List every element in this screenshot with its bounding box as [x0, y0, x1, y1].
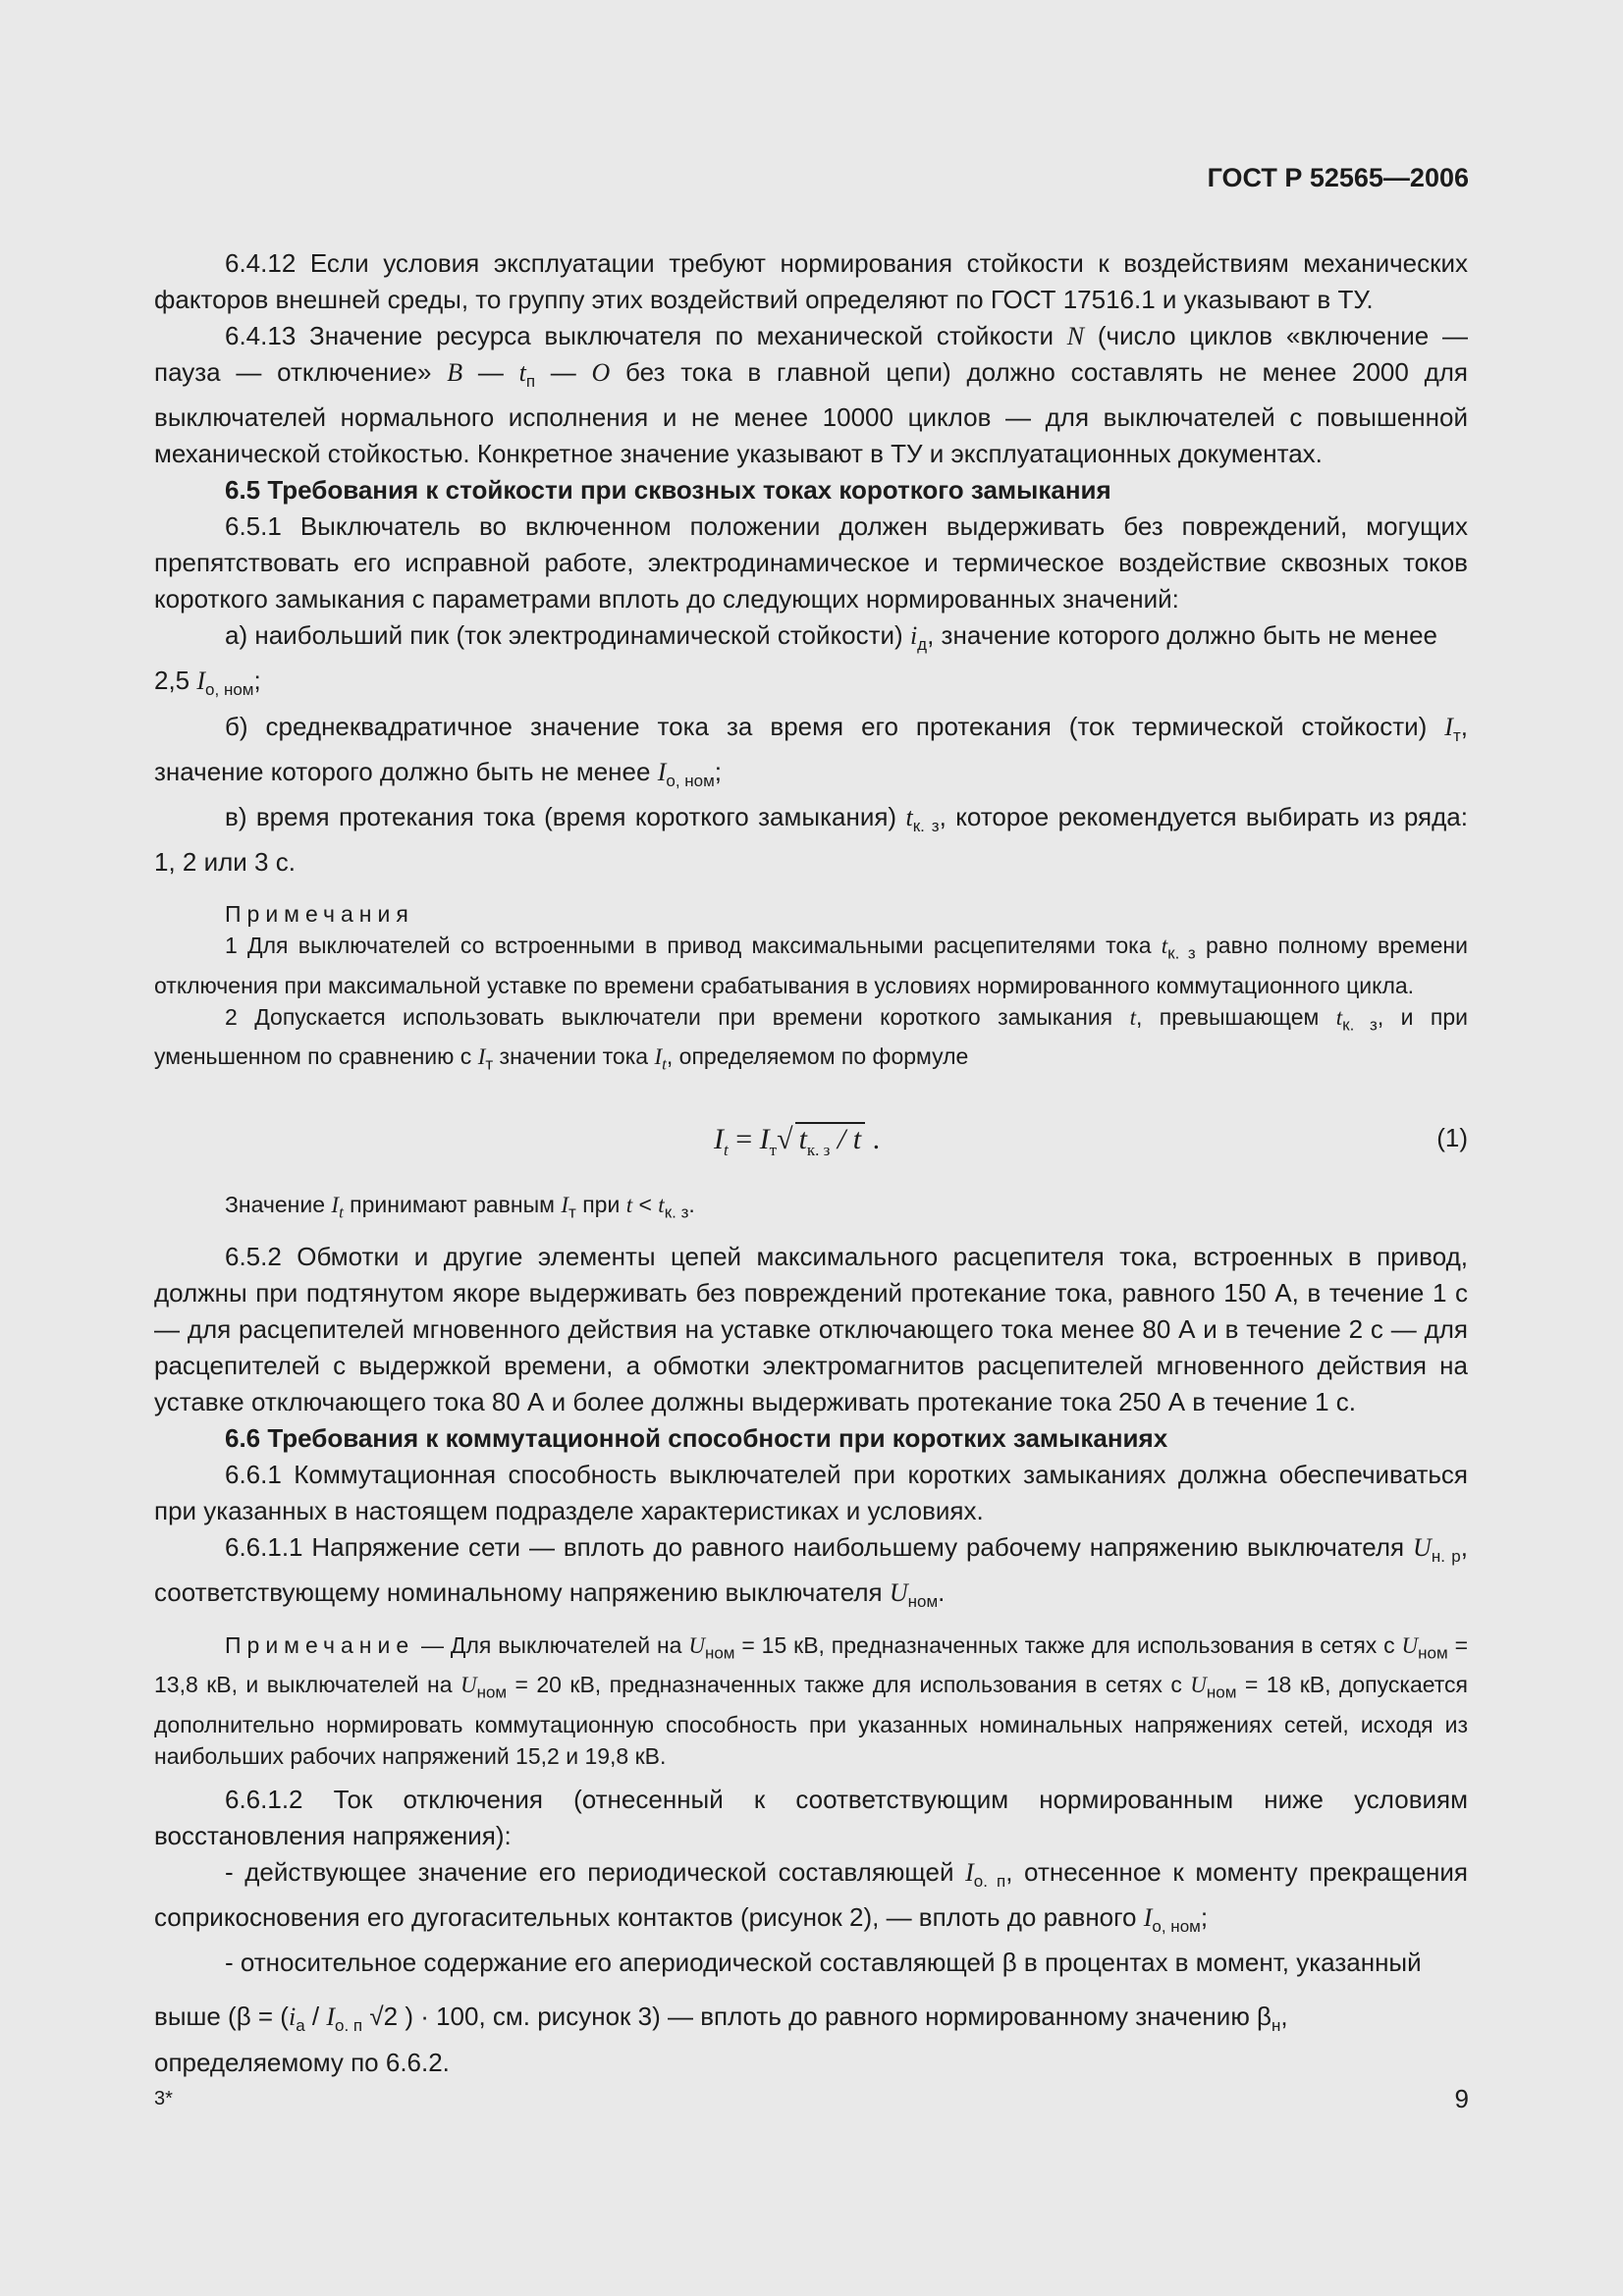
text-run: — Для выключателей на [414, 1631, 689, 1658]
divide-t: / t [830, 1122, 862, 1155]
document-body [154, 245, 1468, 2081]
subscript: t [724, 1140, 729, 1159]
subscript: ном [1206, 1683, 1237, 1703]
subscript: ном [704, 1643, 735, 1663]
text-run: а) наибольший пик (ток электродинамической стойкости) [225, 620, 910, 651]
notes-block [154, 898, 1468, 1228]
text-run: . [938, 1576, 946, 1607]
paragraph-6-6-1-2: 6.6.1.2 Ток отключения (отнесенный к соответствующим нормированным ниже условиям восстановления напряжения): [154, 1785, 1468, 1851]
text-run: Значение [225, 1191, 332, 1217]
sqrt-two: √2 [369, 2002, 399, 2032]
subscript: о. п [335, 2016, 363, 2036]
subscript: о, ном [1152, 1917, 1201, 1937]
text-run: — [462, 357, 519, 387]
symbol-i: I [1143, 1903, 1153, 1933]
symbol-i: I [654, 1044, 663, 1070]
text-run: 2,5 [154, 666, 197, 696]
paragraph-6-5-2: 6.5.2 Обмотки и другие элементы цепей максимального расцепителя тока, встроенных в привод, должны при подтянутом якоре выдерживать без повреждений протекание тока, равного 150 А, в течение 1 с — для расцепителей мгновенного действия на уставке отключающего тока менее 80 А и в течение 2 с — для расцепителей с выдержкой времени, а обмотки электромагнитов расцепителей мгновенного действия на уставке отключающего тока 80 А и более должны выдерживать протекание тока 250 А в течение 1 с. [154, 1241, 1468, 1416]
page-number: 9 [1454, 2084, 1469, 2113]
text-run: , определяемом по формуле [666, 1043, 969, 1070]
symbol-u: U [1190, 1673, 1207, 1698]
text-run: — [535, 357, 592, 387]
subscript: т [485, 1054, 494, 1074]
dash-item-2-end: определяемому по 6.6.2. [154, 2047, 450, 2077]
symbol-t: t [1335, 1004, 1343, 1030]
text-run: , значение которого должно быть не менее [927, 620, 1438, 651]
symbol-o: О [591, 358, 611, 387]
text-run: выше (β = ( [154, 2002, 289, 2032]
text-run: , которое рекомендуется выбирать из ряда: 1, 2 или 3 с. [154, 801, 1468, 878]
symbol-t: t [798, 1122, 807, 1155]
text-run: при [575, 1191, 626, 1217]
text-run: , и при уменьшенном по сравнению с [154, 1003, 1468, 1070]
heading-6-6: 6.6 Требования к коммутационной способности при коротких замыканиях [225, 1422, 1168, 1453]
subscript: о, ном [205, 680, 254, 700]
text-run: = 13,8 кВ, и выключателей на [154, 1631, 1469, 1698]
dash-item-2: - относительное содержание его апериодической составляющей β в процентах в момент, указанный [225, 1948, 1422, 1978]
paragraph-6-6-1-1 [154, 1529, 1468, 1620]
symbol-i: I [714, 1122, 724, 1155]
text-run: < [632, 1191, 659, 1217]
text-run: = 18 кВ, допускается дополнительно нормировать коммутационную способность при указанных номинальных напряжениях сетей, исходя из наибольших рабочих напряжений 15,2 и 19,8 кВ. [154, 1672, 1468, 1770]
symbol-i: I [331, 1192, 340, 1217]
note-1 [154, 930, 1468, 1001]
text-run: ; [714, 756, 723, 786]
symbol-t: t [905, 802, 913, 831]
paragraph-6-4-12: 6.4.12 Если условия эксплуатации требуют нормирования стойкости к воздействиям механических факторов внешней среды, то группу этих воздействий определяют по ГОСТ 17516.1 и указывают в ТУ. [154, 248, 1468, 314]
subscript: t [339, 1202, 344, 1222]
text-run: 1 Для выключателей со встроенными в привод максимальными расцепителями тока [225, 933, 1162, 959]
formula-1 [154, 1081, 1468, 1189]
symbol-t: t [658, 1192, 665, 1217]
symbol-i: I [657, 757, 667, 786]
symbol-t: t [1161, 934, 1168, 959]
symbol-i: i [909, 621, 918, 651]
symbol-i: i [288, 2002, 297, 2032]
symbol-t: t [625, 1192, 633, 1217]
note-voltage [154, 1629, 1468, 1772]
subscript: к. з [912, 817, 940, 836]
symbol-i: I [561, 1192, 569, 1217]
text-run: / [304, 2002, 327, 2032]
symbol-u: U [889, 1577, 908, 1607]
text-run: без тока в главной цепи) должно составлять не менее 2000 для выключателей нормального исполнения и не менее 10000 циклов — для выключателей с повышенной механической стойкостью. Конкретное значение указывают в ТУ и эксплуатационных документах. [154, 357, 1469, 469]
symbol-u: U [460, 1673, 477, 1698]
text-run: ; [1200, 1902, 1209, 1933]
symbol-u: U [1413, 1532, 1432, 1562]
symbol-i: I [477, 1044, 486, 1070]
sqrt-radicand [795, 1122, 866, 1166]
subscript: т [568, 1202, 576, 1222]
symbol-b: В [447, 358, 463, 387]
symbol-n: N [1066, 322, 1085, 350]
subscript: t [662, 1054, 667, 1074]
text-run: = 20 кВ, предназначенных также для использования в сетях с [507, 1672, 1191, 1698]
sqrt-sign: √ [777, 1122, 793, 1155]
item-a-continued [154, 663, 1468, 708]
item-b [154, 709, 1468, 799]
dash-item-2-formula [154, 1999, 1468, 2044]
subscript: п [525, 372, 536, 392]
text-run: (число циклов «включение — пауза — отключение» [154, 321, 1469, 387]
text-run: , значение которого должно быть не менее [154, 711, 1468, 786]
text-run: - действующее значение его периодической составляющей [225, 1857, 966, 1888]
paragraph-6-4-13 [154, 318, 1468, 472]
text-run: 6.6.1.1 Напряжение сети — вплоть до равного наибольшему рабочему напряжению выключателя [225, 1531, 1414, 1562]
formula-expression [714, 1122, 880, 1166]
symbol-u: U [1401, 1632, 1419, 1658]
formula-number: (1) [1436, 1122, 1468, 1152]
item-v [154, 799, 1468, 881]
heading-6-5: 6.5 Требования к стойкости при сквозных токах короткого замыкания [225, 475, 1111, 506]
subscript: ном [476, 1683, 508, 1703]
subscript: д [917, 635, 928, 655]
value-note [154, 1189, 1468, 1229]
text-run: ) · 100, см. рисунок 3) — вплоть до равного нормированному значению β [405, 2002, 1271, 2032]
note-voltage-text [154, 1629, 1468, 1772]
text-run: ; [253, 666, 261, 696]
text-run: принимают равным [343, 1191, 562, 1217]
symbol-i: I [965, 1858, 974, 1888]
text-run: , превышающем [1135, 1003, 1336, 1030]
item-a [154, 617, 1468, 663]
text-run: равно полному времени отключения при максимальной уставке по времени срабатывания в условиях нормированного коммутационного цикла. [154, 933, 1468, 998]
document-code: ГОСТ Р 52565—2006 [1207, 163, 1469, 192]
symbol-i: I [196, 667, 206, 696]
subscript: к. з [806, 1140, 831, 1159]
notes-title: Примечания [225, 901, 414, 928]
text-run: 2 Допускается использовать выключатели при времени короткого замыкания [225, 1003, 1130, 1030]
note-2 [154, 1001, 1468, 1081]
symbol-i: I [759, 1122, 770, 1155]
note-label: Примечание [225, 1631, 415, 1658]
text-run: в) время протекания тока (время короткого замыкания) [225, 801, 906, 831]
subscript: н [1271, 2016, 1281, 2036]
symbol-t: t [518, 358, 526, 387]
subscript: к. з [1342, 1015, 1378, 1035]
subscript: а [296, 2016, 305, 2036]
paragraph-6-6-1: 6.6.1 Коммутационная способность выключателей при коротких замыканиях должна обеспечиваться при указанных в настоящем подразделе характеристиках и условиях. [154, 1459, 1468, 1525]
equals-sign: = [728, 1122, 760, 1155]
text-run: = 15 кВ, предназначенных также для использования в сетях с [734, 1631, 1402, 1658]
symbol-u: U [688, 1632, 705, 1658]
symbol-i: I [326, 2002, 335, 2032]
subscript: н. р [1431, 1546, 1461, 1566]
text-run: , отнесенное к моменту прекращения соприкосновения его дугогасительных контактов (рисунок 2), — вплоть до равного [154, 1857, 1468, 1933]
text-run: б) среднеквадратичное значение тока за время его протекания (ток термической стойкости) [225, 711, 1445, 741]
text-run: , соответствующему номинальному напряжению выключателя [154, 1531, 1468, 1607]
subscript: ном [907, 1591, 939, 1611]
text-run: значении тока [493, 1043, 655, 1070]
subscript: о, ном [666, 771, 715, 790]
subscript: о. п [973, 1872, 1006, 1892]
sheet-mark: 3* [154, 2088, 173, 2109]
text-run: , [1280, 2002, 1288, 2032]
dash-item-1 [154, 1854, 1468, 1945]
subscript: т [769, 1140, 778, 1159]
subscript: т [1452, 725, 1461, 745]
period: . [865, 1122, 881, 1155]
paragraph-6-5-1: 6.5.1 Выключатель во включенном положении должен выдерживать без повреждений, могущих препятствовать его исправной работе, электродинамическое и термическое воздействие сквозных токов короткого замыкания с параметрами вплоть до следующих нормированных значений: [154, 511, 1468, 614]
symbol-i: I [1444, 712, 1453, 741]
subscript: к. з [1167, 943, 1196, 963]
text-run: 6.4.13 Значение ресурса выключателя по механической стойкости [225, 321, 1067, 350]
text-run: . [688, 1191, 695, 1217]
symbol-t: t [1129, 1004, 1136, 1030]
subscript: ном [1418, 1643, 1448, 1663]
subscript: к. з [664, 1202, 689, 1222]
